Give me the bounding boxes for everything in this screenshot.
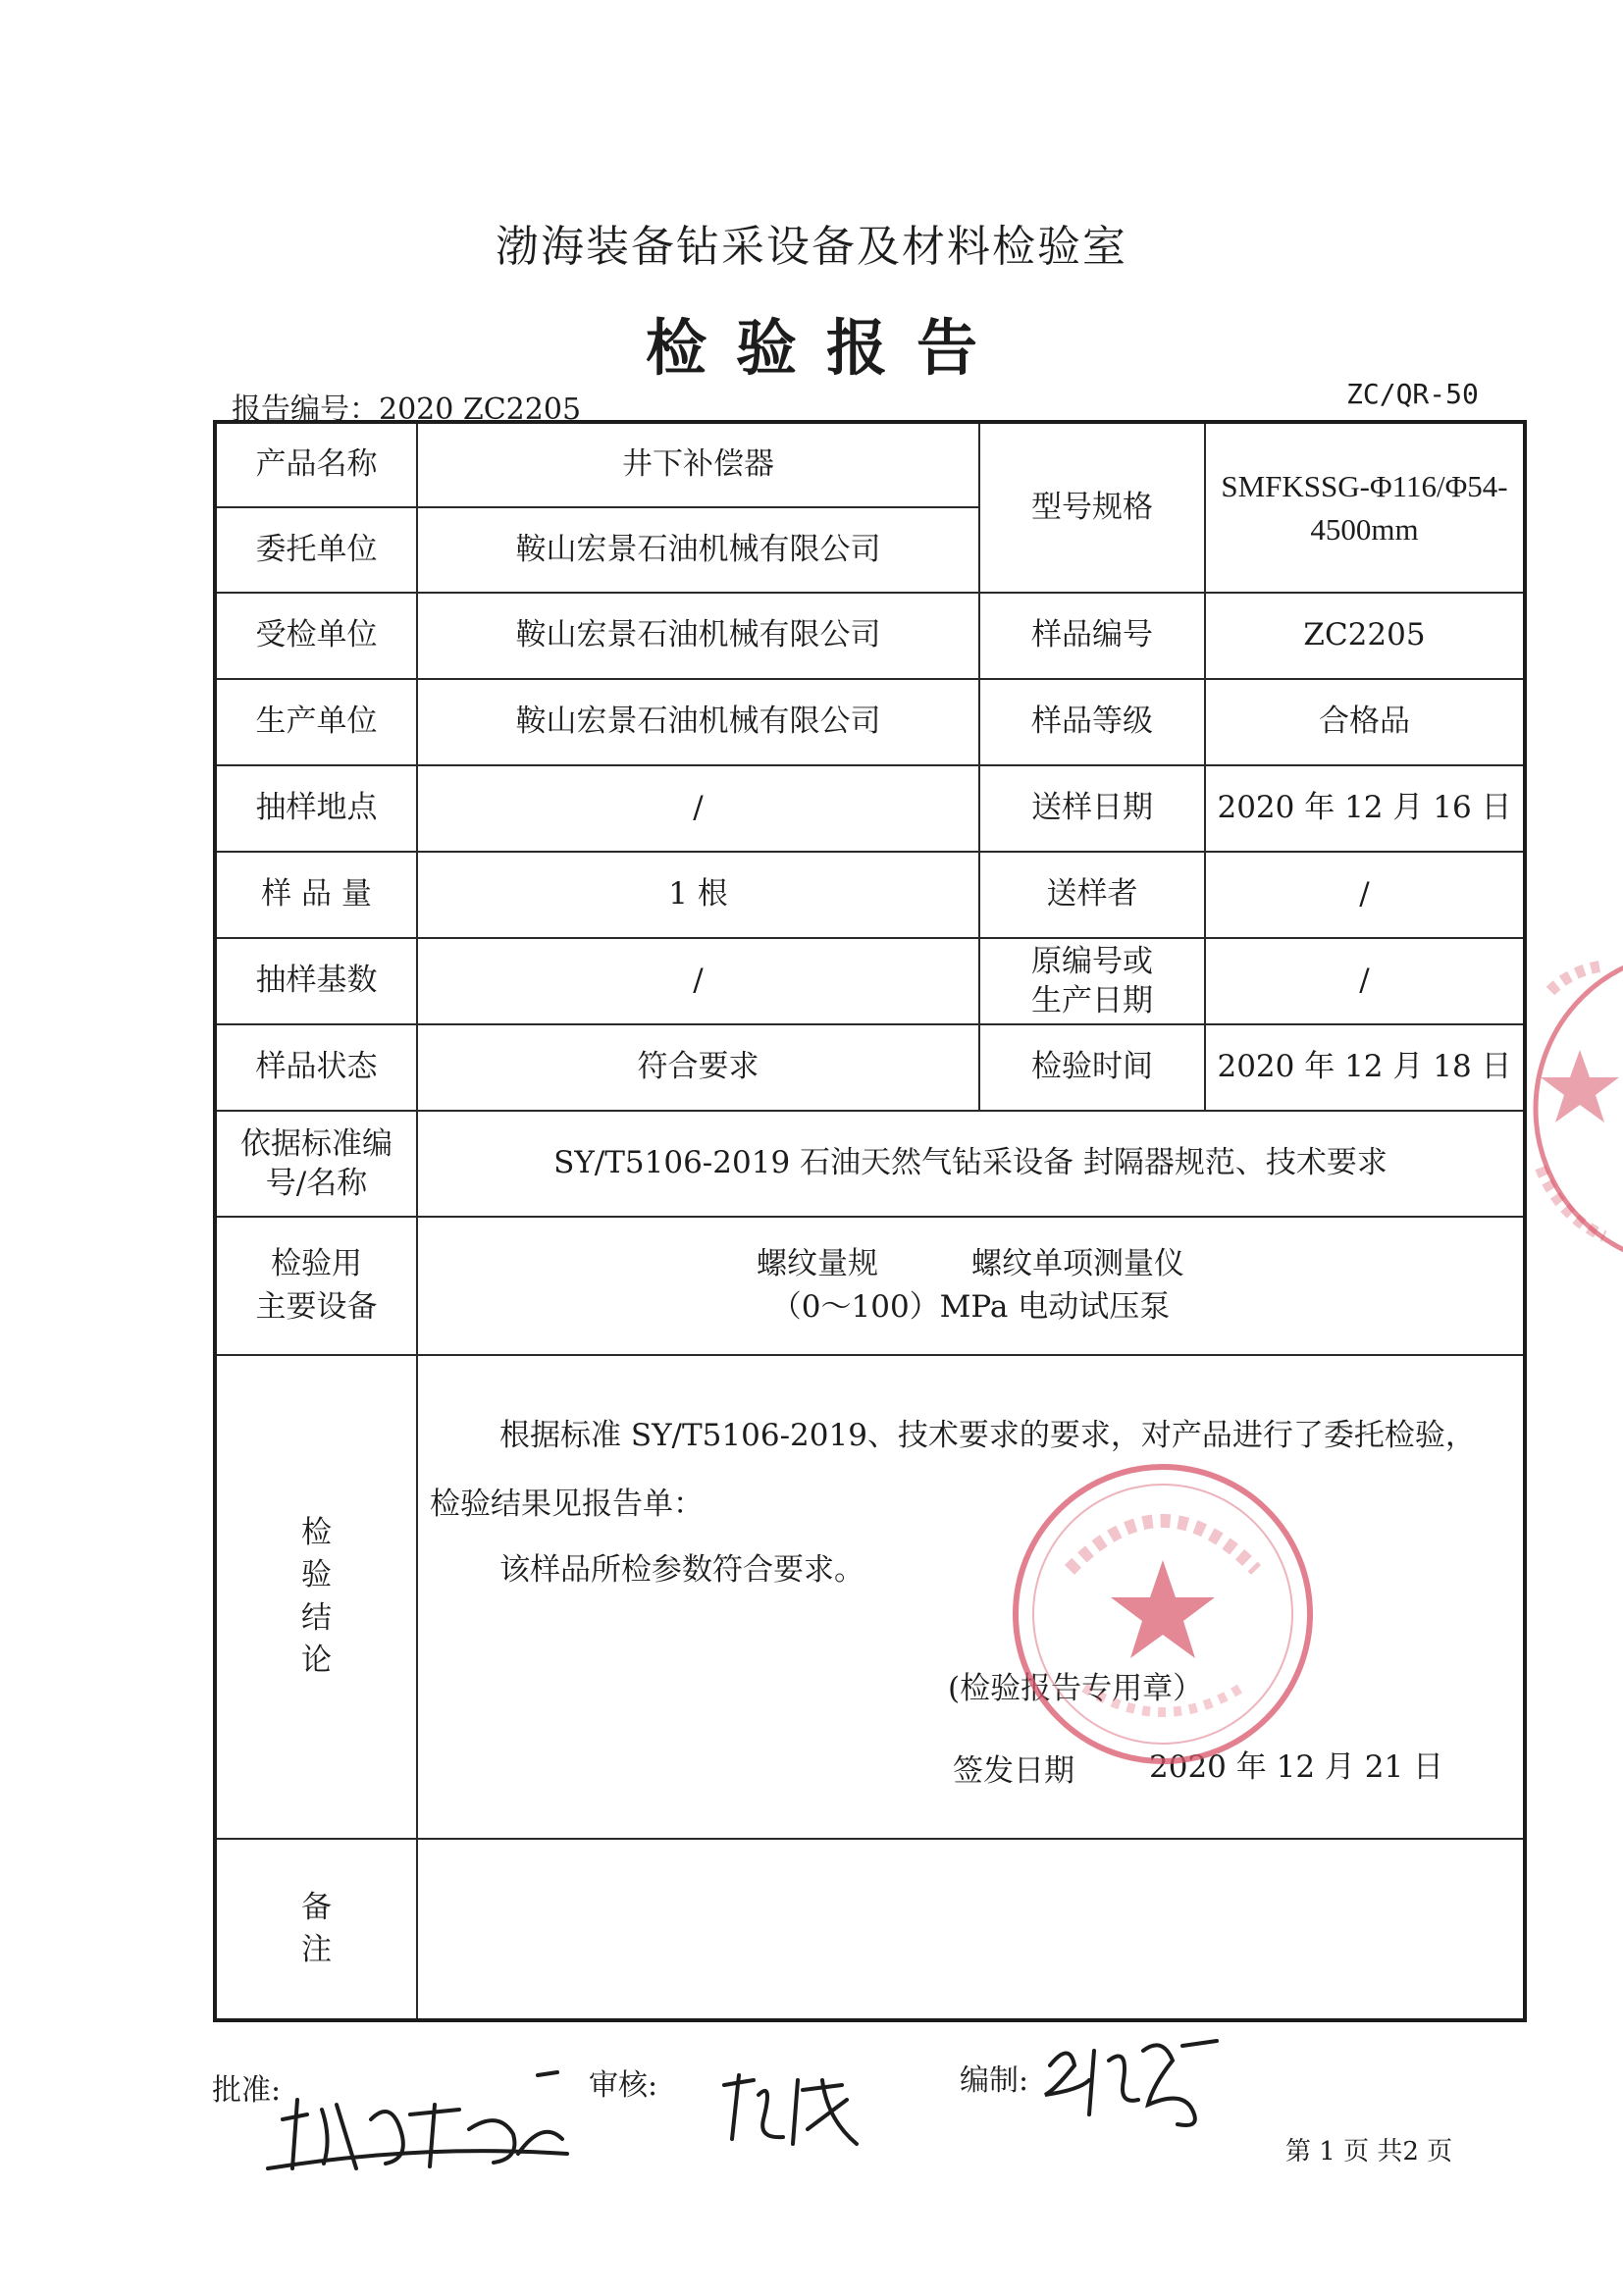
review-label: 审核: [589, 2068, 658, 2103]
remarks-value [417, 1839, 1525, 2020]
issue-date-value: 2020 年 12 月 21 日 [1149, 1749, 1444, 1785]
conclusion-label-char2: 验 [301, 1557, 332, 1593]
delivery-date-value: 2020 年 12 月 16 日 [1205, 765, 1525, 852]
remarks-label-char2: 注 [301, 1932, 332, 1967]
conclusion-label-char1: 检 [301, 1514, 332, 1550]
model-value-line2: 4500mm [1310, 511, 1419, 547]
approver-signature [263, 2061, 577, 2188]
conclusion-line-3: 该样品所检参数符合要求。 [499, 1552, 864, 1588]
conclusion-line-1: 根据标准 SY/T5106-2019、技术要求的要求，对产品进行了委托检验， [499, 1418, 1476, 1453]
client-value: 鞍山宏景石油机械有限公司 [417, 507, 979, 593]
inspection-time-value: 2020 年 12 月 18 日 [1205, 1024, 1525, 1111]
original-no-label-line2: 生产日期 [1031, 983, 1153, 1018]
sample-qty-value: 1 根 [417, 852, 979, 938]
sample-state-value: 符合要求 [417, 1024, 979, 1111]
sample-state-label: 样品状态 [215, 1024, 417, 1111]
compile-label: 编制: [960, 2063, 1029, 2098]
page-number: 第 1 页 共2 页 [1285, 2137, 1453, 2166]
delivery-date-label: 送样日期 [979, 765, 1205, 852]
original-no-label-line1: 原编号或 [1031, 943, 1153, 979]
conclusion-label-char3: 结 [301, 1599, 332, 1636]
sample-grade-label: 样品等级 [979, 679, 1205, 765]
report-number-label: 报告编号： [232, 392, 379, 427]
report-number-value: 2020 ZC2205 [379, 392, 582, 427]
standard-value: SY/T5106-2019 石油天然气钻采设备 封隔器规范、技术要求 [417, 1111, 1525, 1217]
partial-seal-stamp [1511, 942, 1623, 1276]
equipment-label-line1: 检验用 [271, 1246, 362, 1282]
equipment-label-line2: 主要设备 [255, 1288, 378, 1325]
equipment-thread-gauge: 螺纹量规 [757, 1246, 878, 1282]
standard-label [215, 1111, 417, 1217]
sample-no-label: 样品编号 [979, 593, 1205, 679]
reviewer-signature [714, 2061, 871, 2159]
sender-label: 送样者 [979, 852, 1205, 938]
manufacturer-value: 鞍山宏景石油机械有限公司 [417, 679, 979, 765]
form-code: ZC/QR-50 [1346, 378, 1479, 410]
equipment-pressure-pump: （0～100）MPa 电动试压泵 [770, 1288, 1171, 1325]
original-no-label [979, 938, 1205, 1024]
manufacturer-label: 生产单位 [215, 679, 417, 765]
sampling-base-label: 抽样基数 [215, 938, 417, 1024]
sampling-place-value: / [417, 765, 979, 852]
model-value-line1: SMFKSSG-Φ116/Φ54- [1221, 469, 1508, 504]
inspected-unit-label: 受检单位 [215, 593, 417, 679]
conclusion-label-char4: 论 [301, 1642, 332, 1678]
compiler-signature [1035, 2021, 1231, 2139]
standard-label-line1: 依据标准编 [240, 1125, 393, 1162]
report-title: 检验报告 [645, 312, 1007, 384]
product-name-label: 产品名称 [215, 422, 417, 507]
report-table [213, 420, 1527, 2022]
conclusion-line-2: 检验结果见报告单： [430, 1487, 704, 1522]
conclusion-label [215, 1355, 417, 1839]
equipment-label [215, 1217, 417, 1355]
sampling-base-value: / [417, 938, 979, 1024]
sampling-place-label: 抽样地点 [215, 765, 417, 852]
remarks-label [215, 1839, 417, 2020]
equipment-value [417, 1217, 1525, 1355]
model-label: 型号规格 [979, 422, 1205, 593]
model-value [1205, 422, 1525, 593]
inspection-time-label: 检验时间 [979, 1024, 1205, 1111]
inspected-unit-value: 鞍山宏景石油机械有限公司 [417, 593, 979, 679]
issue-date-label: 签发日期 [953, 1753, 1074, 1789]
seal-note: (检验报告专用章） [948, 1671, 1204, 1706]
client-label: 委托单位 [215, 507, 417, 593]
equipment-thread-meter: 螺纹单项测量仪 [971, 1246, 1184, 1282]
conclusion-content [417, 1355, 1525, 1839]
product-name-value: 井下补偿器 [417, 422, 979, 507]
inspection-seal-stamp [1001, 1452, 1325, 1776]
original-no-value: / [1205, 938, 1525, 1024]
sender-value: / [1205, 852, 1525, 938]
sample-no-value: ZC2205 [1205, 593, 1525, 679]
sample-grade-value: 合格品 [1205, 679, 1525, 765]
standard-label-line2: 号/名称 [265, 1166, 368, 1201]
approve-label: 批准: [212, 2073, 282, 2108]
remarks-label-char1: 备 [301, 1889, 332, 1925]
sample-qty-label: 样 品 量 [215, 852, 417, 938]
organization-name: 渤海装备钻采设备及材料检验室 [496, 222, 1127, 272]
